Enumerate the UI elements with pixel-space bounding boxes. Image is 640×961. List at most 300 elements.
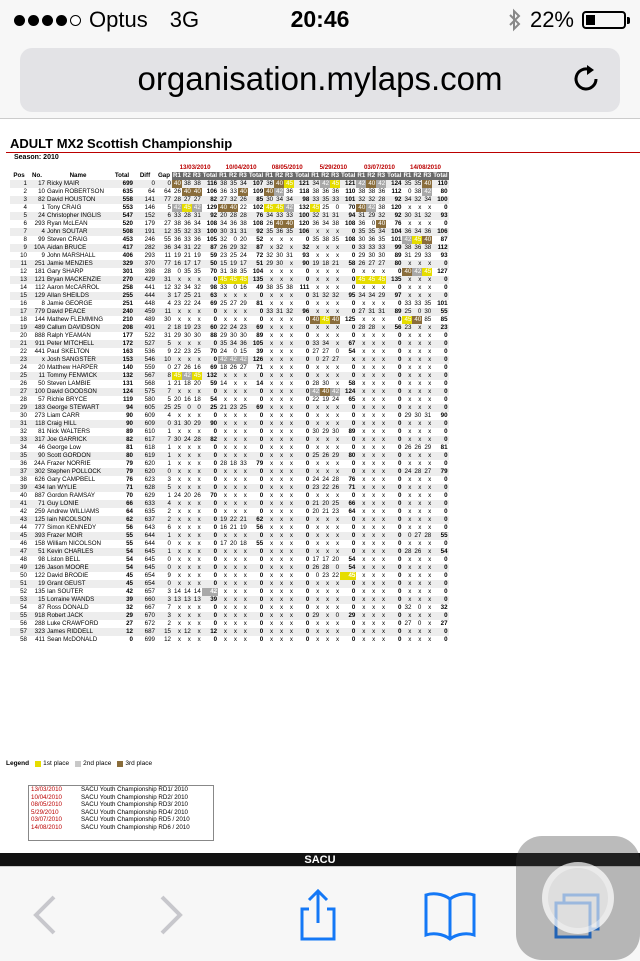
table-cell: 32 [366,196,376,204]
table-cell: x [366,340,376,348]
table-cell: 25 [10,372,28,380]
table-cell: 0 [305,348,310,355]
table-cell: 0 [351,636,356,643]
table-cell: 0 [305,604,310,611]
table-cell: 918 [28,612,46,620]
table-cell: 32 [284,308,294,316]
table-cell: 0 [259,476,264,483]
table-cell: 45 [238,276,248,284]
table-cell: 670 [134,612,156,620]
table-cell: 0 [351,252,356,259]
table-cell: x [335,460,340,467]
column-header: R2 [413,172,422,179]
table-cell: 125 [28,516,46,524]
column-header: R1 [357,172,366,179]
table-cell: 667 [144,604,155,611]
table-cell: 30 [312,428,320,435]
round-name: SACU Youth Championship RD6 / 2010 [81,823,190,831]
table-cell: x [182,532,192,540]
table-cell: 33 [172,212,182,220]
table-cell: 0 [386,596,402,604]
table-cell: 54 [210,396,218,403]
table-cell: 38 [312,188,320,195]
table-cell: 34 [274,196,284,204]
table-cell: 81 [256,300,264,307]
table-cell: x [422,628,432,636]
table-cell: 19 [239,524,247,531]
table-cell: x [223,508,228,515]
table-cell: x [372,284,376,291]
round-date: 13/03/2010 [179,164,211,171]
table-cell: 124 [386,180,402,188]
table-row [10,292,449,300]
table-cell: x [422,452,432,460]
legend-second: 2nd place [83,760,112,767]
table-cell: x [233,508,237,515]
table-cell: x [218,292,228,300]
table-cell: Ryan McLEAN [47,220,88,227]
table-cell: x [197,556,201,563]
table-cell: x [372,316,376,323]
table-cell: 24 [332,396,340,403]
table-cell: 0 [305,268,310,275]
table-cell: 23 [183,348,191,355]
table-cell: 0 [213,540,218,547]
table-cell: 32 [193,284,201,291]
table-cell: 2 [167,620,171,627]
table-cell: x [402,340,412,348]
table-cell: 108 [206,220,218,227]
table-cell: x [289,444,293,451]
table-cell: Paul SKELTON [47,348,90,355]
table-cell: x [274,452,284,460]
table-cell: 0 [259,508,264,515]
table-cell: 28 [220,460,228,467]
table-cell: 31 [310,292,320,300]
table-cell: 85 [248,196,264,204]
table-row [10,268,449,276]
table-cell: x [356,612,366,620]
table-cell: 9 [167,348,171,355]
table-cell: 55 [10,612,28,620]
table-cell: 32 [220,236,228,243]
table-cell: x [177,460,181,467]
table-cell: x [335,636,340,643]
table-cell: 0 [202,612,218,620]
table-cell: x [172,276,182,284]
table-cell: x [228,500,238,508]
table-cell: 25 [230,252,237,259]
table-cell: x [412,340,422,348]
table-cell: 92 [248,228,264,236]
table-cell: x [326,300,330,307]
table-cell: 23 [238,324,248,332]
table-cell: 54 [432,548,448,556]
table-cell: 129 [206,204,218,211]
table-cell: 0 [202,532,218,540]
table-cell: 0 [386,452,402,460]
table-cell: x [428,332,432,339]
table-cell: x [270,364,274,371]
table-cell: 29 [239,300,247,307]
table-cell: 0 [259,444,264,451]
table-cell: 24 [174,492,181,499]
table-cell: 0 [259,636,264,643]
table-cell: 282 [134,244,156,252]
table-cell: 18 [239,540,247,547]
table-cell: x [408,380,412,387]
table-row [10,252,449,260]
table-cell: x [428,508,432,515]
back-icon[interactable] [16,885,76,945]
table-cell: 48 [20,556,27,563]
table-cell: 0 [340,420,356,428]
footer-bar: SACU [0,853,640,867]
table-cell: x [218,436,228,444]
table-cell: 246 [144,236,155,243]
table-cell: x [382,444,386,451]
reload-icon[interactable] [572,63,604,95]
table-cell: 18 [193,396,201,403]
table-cell: 0 [340,372,356,380]
table-cell: x [320,324,330,332]
table-cell: x [218,580,228,588]
table-cell: x [238,532,248,540]
table-cell: 30 [172,436,182,444]
table-cell: x [376,628,386,636]
table-cell: David BRODIE [47,572,89,579]
round-date: 14/08/2010 [410,164,441,171]
table-cell: 0 [305,364,310,371]
table-cell: 605 [134,404,156,412]
column-header: Total [387,172,402,179]
table-cell: x [412,612,422,620]
table-cell: x [408,508,412,515]
table-cell: 0 [398,604,402,611]
table-cell: 5 [167,204,171,211]
table-cell: 93 [432,212,448,220]
table-cell: x [310,596,320,604]
table-cell: 33 [183,236,191,243]
table-cell: 24 [312,476,320,483]
table-cell: 0 [294,436,310,444]
table-cell: 17 [192,260,202,268]
table-cell: x [279,604,284,611]
table-cell: 80 [440,188,448,195]
table-cell: 35 [284,228,294,236]
table-cell: 21 [192,292,202,300]
table-cell: 29 [424,444,432,451]
table-cell: x [192,308,202,316]
table-cell: 54 [20,604,27,611]
table-cell: x [428,476,432,483]
share-icon[interactable] [288,885,348,945]
table-cell: 672 [144,620,155,627]
table-cell: x [274,596,284,604]
table-cell: 2 [23,188,27,195]
table-cell: 0 [398,636,402,643]
table-cell: 26 [218,244,228,252]
table-cell: x [372,476,376,483]
table-cell: 40 [274,220,284,228]
table-cell: 644 [134,532,156,540]
table-cell: 18 [20,316,27,323]
table-cell: 59 [210,252,218,259]
table-cell: 80 [110,452,134,460]
table-cell: 32 [404,604,412,611]
table-cell: 56 [386,324,402,332]
table-cell: x [172,340,182,348]
table-cell: 0 [398,508,402,515]
table-cell: x [382,492,386,499]
table-cell: x [218,372,228,380]
table-cell: 36 [402,228,412,236]
table-cell: 38 [239,220,247,227]
table-cell: 888 [34,332,45,339]
table-cell: 643 [144,524,155,531]
table-cell: 33 [414,300,422,307]
table-cell: 22 [192,244,202,252]
table-cell: x [279,348,284,355]
bookmarks-icon[interactable] [420,885,480,945]
table-cell: 0 [444,556,448,563]
table-row [10,428,449,436]
assistive-touch-button[interactable] [516,836,640,960]
table-cell: x [402,260,412,268]
table-cell: 0 [233,236,237,243]
table-cell: 4 [156,500,172,508]
table-cell: Richie BRYCE [47,396,88,403]
table-cell: x [187,508,191,515]
table-cell: x [316,300,320,307]
table-cell: x [372,460,376,467]
table-cell: x [316,636,320,643]
table-cell: 34 [183,284,191,291]
table-cell: x [366,420,376,428]
table-cell: 417 [110,244,134,252]
table-cell: 34 [412,228,422,236]
table-cell: x [243,476,247,483]
table-cell: 38 [192,180,202,188]
table-row [10,620,449,628]
table-cell: Iain NICOLSON [46,516,110,524]
table-cell: x [223,428,228,435]
table-cell: 411 [35,636,45,643]
table-cell: 45 [110,580,134,588]
table-cell: x [376,564,386,572]
table-cell: x [172,388,182,396]
table-cell: 54 [126,556,133,563]
table-cell: 27 [440,620,448,627]
table-cell: x [218,308,228,316]
table-cell: 619 [134,452,156,460]
table-row [10,204,449,212]
table-cell: 0 [294,452,310,460]
table-cell: x [177,444,181,451]
table-cell: x [177,636,181,643]
table-cell: 0 [294,564,310,572]
table-cell: 33 [239,460,247,467]
table-cell: x [376,372,386,380]
url-text: organisation.mylaps.com [137,60,503,97]
table-cell: x [320,580,330,588]
table-cell: 0 [213,460,218,467]
table-cell: x [284,324,294,332]
table-cell: x [320,244,330,252]
table-row [10,516,449,524]
table-cell: x [187,444,191,451]
column-header: Name [69,172,87,179]
table-cell: x [238,292,248,300]
table-cell: x [335,284,340,291]
forward-icon[interactable] [140,885,200,945]
table-cell: x [270,572,274,579]
table-cell: x [228,484,238,492]
table-cell: 0 [386,388,402,396]
table-cell: x [316,444,320,451]
table-cell: 16 [239,284,247,291]
table-cell: 0 [213,620,218,627]
table-cell: x [228,580,238,588]
table-cell: 35 [172,228,182,236]
table-cell: 29 [310,612,320,620]
table-cell: 36 [378,188,386,195]
table-cell: x [422,564,432,572]
table-cell: 107 [248,180,264,188]
table-cell: 40 [356,204,366,212]
table-cell: 31 [286,252,293,259]
table-cell: 5 [167,396,171,403]
table-cell: x [270,524,274,531]
table-cell: x [233,412,237,419]
table-cell: 645 [134,564,156,572]
table-cell: 0 [213,524,218,531]
table-cell: x [238,308,248,316]
table-cell: 3 [167,588,171,595]
url-field[interactable] [20,48,620,112]
table-cell: 120 [298,220,310,227]
table-cell: 251 [28,260,46,268]
table-cell: 11 [164,252,171,259]
table-cell: 56 [126,524,133,531]
table-cell: 26 [266,220,274,227]
table-cell: 32 [238,244,248,252]
table-cell: 0 [213,476,218,483]
table-cell: x [422,596,432,604]
table-cell: x [330,468,340,476]
table-cell: x [376,452,386,460]
table-cell: 44 [20,524,27,531]
table-cell: x [408,524,412,531]
table-cell: 0 [182,404,192,412]
table-cell: 27 [218,196,228,204]
table-row [10,284,449,292]
table-cell: 0 [351,412,356,419]
table-cell: x [356,516,366,524]
table-cell: x [372,588,376,595]
table-cell: x [223,604,228,611]
table-cell: 0 [213,316,218,323]
table-cell: x [228,436,238,444]
table-cell: 42 [376,180,386,188]
table-cell: 0 [213,412,218,419]
table-cell: x [233,604,237,611]
table-cell: x [289,460,293,467]
table-cell: x [422,420,432,428]
table-cell: x [233,380,237,387]
table-cell: 112 [432,244,448,252]
table-row [10,260,449,268]
table-cell: Andrew WILLIAMS [47,508,100,515]
table-cell: x [402,372,412,380]
table-cell: 67 [340,340,356,348]
table-cell: 40 [172,180,182,188]
table-cell: 0 [398,348,402,355]
table-cell: 17 [182,260,192,268]
table-cell: 329 [110,260,134,268]
table-cell: 580 [144,396,155,403]
table-cell: x [274,500,284,508]
table-cell: 99 [38,236,45,243]
table-cell: 63 [202,292,218,300]
table-cell: 96 [294,308,310,316]
table-cell: 45 [366,276,376,284]
table-cell: 28 [356,324,366,332]
table-cell: 23 [174,300,181,307]
table-cell: x [366,356,376,364]
table-cell: 38 [20,476,27,483]
table-cell: 1 [167,460,171,467]
table-cell: x [316,620,320,627]
table-cell: 69 [210,364,218,371]
table-cell: x [187,604,191,611]
table-cell: 0 [248,532,264,540]
table-cell: 36 [193,236,201,243]
third-place-swatch [117,761,123,767]
table-cell: 32 [20,428,27,435]
table-cell: 0 [259,428,264,435]
table-cell: x [218,612,228,620]
table-cell: x [284,452,294,460]
table-cell: x [233,444,237,451]
table-cell: 69 [248,404,264,412]
table-cell: 45 [356,276,366,284]
table-cell: x [382,508,386,515]
table-cell: 45 [412,236,422,244]
table-cell: 0 [202,548,218,556]
table-cell: 36 [238,340,248,348]
table-cell: 108 [345,236,356,243]
table-cell: Matthew HARPER [47,364,98,371]
table-cell: 14 [174,588,181,595]
table-cell: x [362,300,366,307]
table-cell: x [320,436,330,444]
table-cell: x [310,372,320,380]
table-cell: 0 [202,340,218,348]
table-cell: x [366,628,376,636]
table-cell: 0 [340,324,356,332]
table-cell: x [264,372,274,380]
table-cell: 0 [294,628,310,636]
table-cell: 19 [228,260,238,268]
table-cell: 0 [444,572,448,579]
table-cell: x [264,452,274,460]
table-cell: x [320,404,330,412]
table-cell: 15 [218,260,228,268]
table-row [10,372,449,380]
table-cell: x [326,252,330,259]
table-cell: 70 [210,492,218,499]
